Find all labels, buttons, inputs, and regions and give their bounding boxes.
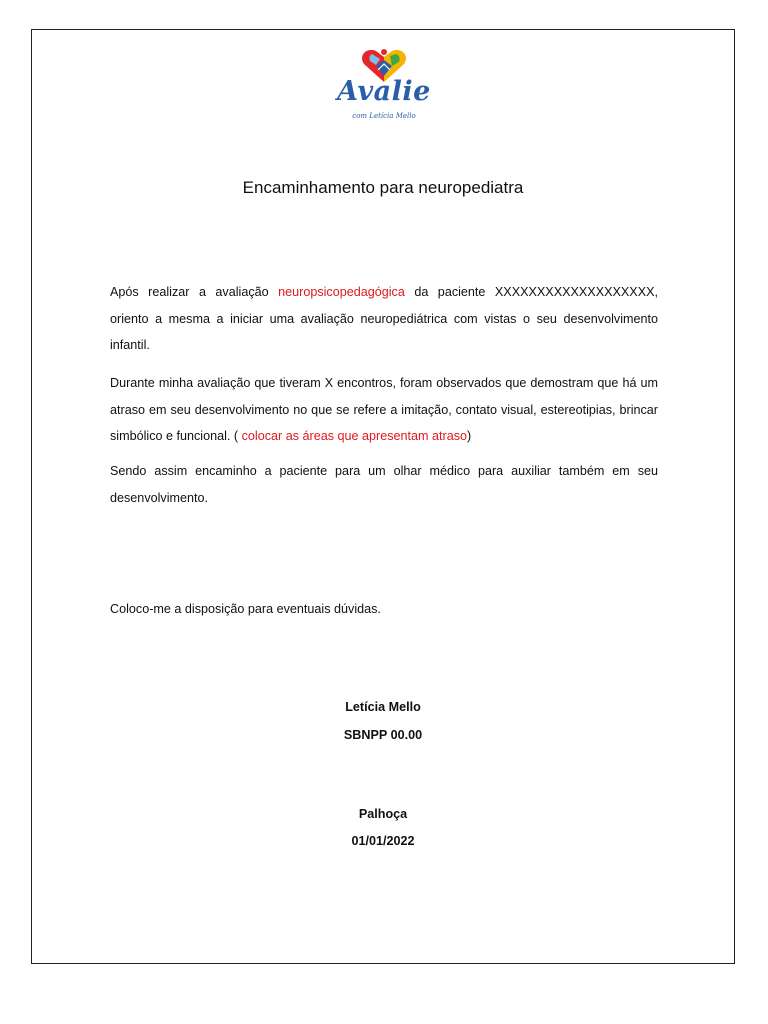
highlight-neuropsicopedagogica: neuropsicopedagógica	[278, 285, 405, 299]
paragraph-evaluation	[110, 279, 658, 359]
document-date: 01/01/2022	[351, 834, 415, 848]
paragraph1-text-end: da paciente XXXXXXXXXXXXXXXXXXX, oriento a mesma a iniciar uma avaliação neuropediátrica com vistas o seu desenvolvimento infantil.	[110, 285, 658, 352]
paragraph1-text-start: Após realizar a avaliação	[110, 285, 279, 299]
location: Palhoça	[358, 807, 408, 821]
paragraph2-text-start: Durante minha avaliação que tiveram X encontros, foram observados que demostram que há um atraso em seu desenvolvimento no que se refere a imitação, contato visual, estereotipias, brincar simbólico e funcional. (	[110, 376, 658, 443]
paragraph-availability: Coloco-me a disposição para eventuais dúvidas.	[110, 602, 381, 616]
avalie-logo	[334, 46, 434, 128]
document-title: Encaminhamento para neuropediatra	[242, 178, 524, 197]
highlight-delay-areas: colocar as áreas que apresentam atraso	[241, 429, 468, 443]
signature-name: Letícia Mello	[345, 700, 421, 714]
logo-wordmark: Avalie	[337, 76, 431, 107]
signature-registration: SBNPP 00.00	[343, 728, 423, 742]
paragraph-referral: Sendo assim encaminho a paciente para um olhar médico para auxiliar também em seu desenvolvimento.	[110, 464, 658, 505]
logo-tagline: com Letícia Mello	[352, 112, 416, 120]
paragraph2-text-end: )	[467, 429, 472, 443]
paragraph-observations	[110, 370, 658, 450]
